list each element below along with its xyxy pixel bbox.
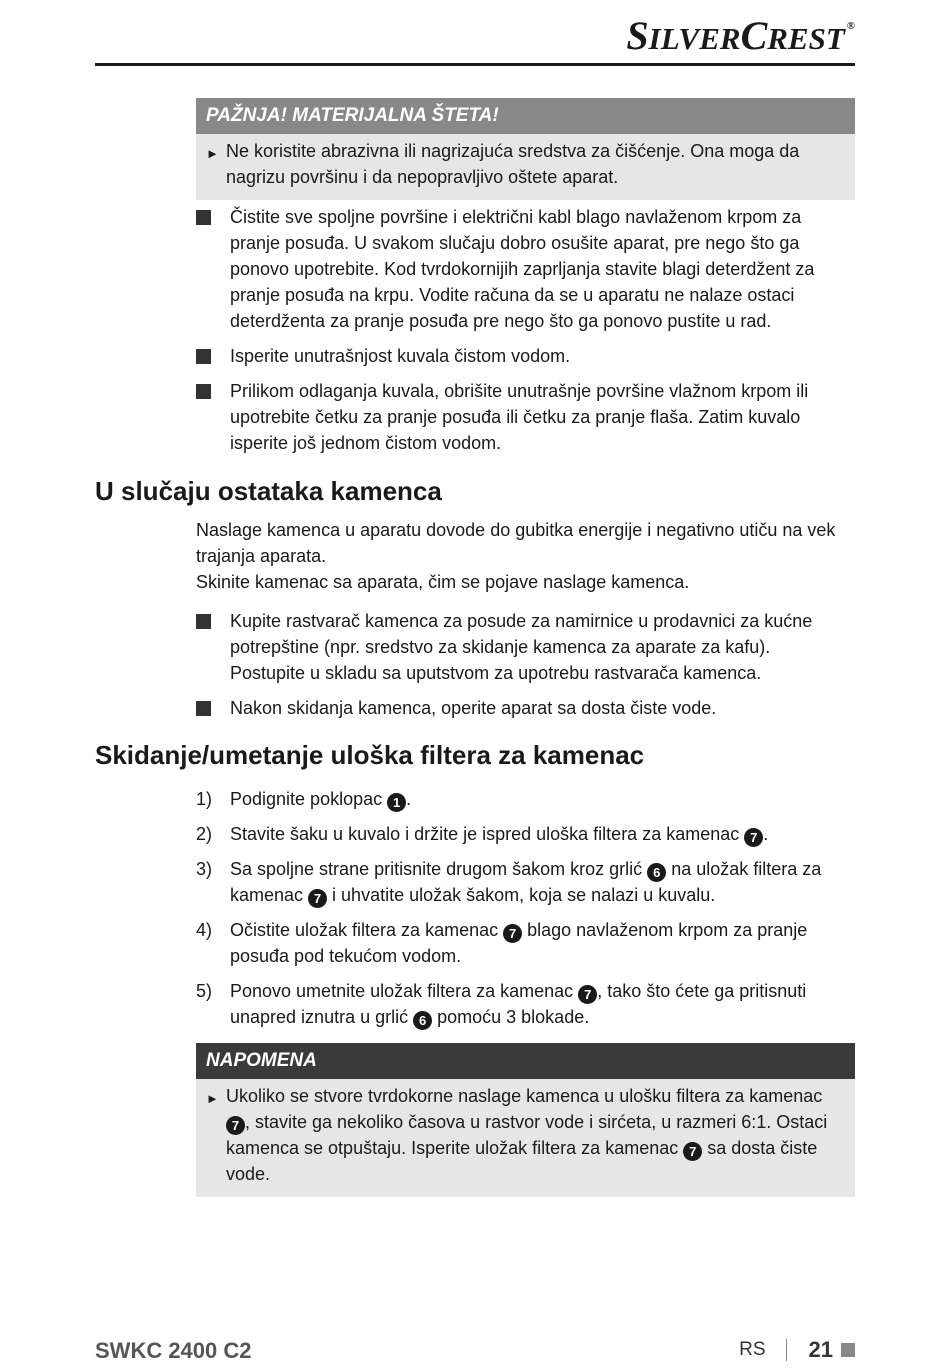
square-bullet-icon: [196, 614, 211, 629]
square-bullet-icon: [196, 701, 211, 716]
warning-box: [196, 98, 855, 200]
part-number-icon: 7: [683, 1142, 702, 1161]
warning-title: PAŽNJA! MATERIJALNA ŠTETA!: [196, 98, 855, 134]
list-item: Isperite unutrašnjost kuvala čistom vodom.: [196, 343, 846, 369]
silvercrest-logo: SILVERCREST ®: [626, 13, 855, 58]
warning-text: Ne koristite abrazivna ili nagrizajuća sredstva za čišćenje. Ona moga da nagrizu površinu i da nepopravljivo oštete aparat.: [226, 141, 800, 187]
arrow-right-icon: ►: [206, 146, 219, 161]
note-box: [196, 1043, 855, 1197]
part-number-icon: 7: [308, 889, 327, 908]
footer-divider: [786, 1339, 787, 1361]
page-number: 21: [808, 1337, 833, 1362]
square-bullet-icon: [196, 384, 211, 399]
square-marker-icon: [841, 1343, 855, 1357]
cleaning-list: [196, 204, 846, 465]
part-number-icon: 7: [744, 828, 763, 847]
section-heading-filter: Skidanje/umetanje uloška filtera za kamenac: [95, 740, 645, 770]
footer-language: RS: [739, 1339, 766, 1360]
part-number-icon: 7: [578, 985, 597, 1004]
step-item: 1) Podignite poklopac 1 .: [196, 789, 412, 810]
descaling-intro: Naslage kamenca u aparatu dovode do gubitka energije i negativno utiču na vek trajanja aparata. Skinite kamenac sa aparata, čim se pojave naslage kamenca.: [196, 520, 836, 592]
square-bullet-icon: [196, 349, 211, 364]
step-item: 4) Očistite uložak filtera za kamenac 7 blago navlaženom krpom za pranje posuđa pod tekućom vodom.: [196, 920, 808, 966]
part-number-icon: 7: [503, 924, 522, 943]
list-item: Prilikom odlaganja kuvala, obrišite unutrašnje površine vlažnom krpom ili upotrebite četku za pranje posuđa ili četku za pranje flaša. Zatim kuvalo isperite još jednom čistom vodom.: [196, 378, 846, 456]
list-item: Čistite sve spoljne površine i električni kabl blago navlaženom krpom za pranje posuđa. U svakom slučaju dobro osušite aparat, pre nego što ga ponovo upotrebite. Kod tvrdokornijih zaprljanja stavite blagi deterdžent za pranje posuđa na krpu. Vodite računa da se u aparatu ne nalaze ostaci deterdženta za pranje posuđa pre nego što ga ponovo pustite u rad.: [196, 204, 846, 334]
part-number-icon: 6: [413, 1011, 432, 1030]
step-item: 2) Stavite šaku u kuvalo i držite je ispred uloška filtera za kamenac 7 .: [196, 824, 769, 845]
footer-model: SWKC 2400 C2: [95, 1338, 252, 1363]
part-number-icon: 7: [226, 1116, 245, 1135]
descaling-list: [196, 608, 846, 730]
list-item: Kupite rastvarač kamenca za posude za namirnice u prodavnici za kućne potrepštine (npr. sredstvo za skidanje kamenca za aparate za kafu). Postupite u skladu sa uputstvom za upotrebu rastvarača kamenca.: [196, 608, 846, 686]
step-item: 3) Sa spoljne strane pritisnite drugom šakom kroz grlić 6 na uložak filtera za kamenac 7 i uhvatite uložak šakom, koja se nalazi u kuvalu.: [196, 859, 822, 906]
header-rule: [95, 63, 855, 66]
list-item: Nakon skidanja kamenca, operite aparat sa dosta čiste vode.: [196, 695, 846, 721]
filter-steps: [196, 786, 846, 1039]
part-number-icon: 6: [647, 863, 666, 882]
note-text: Ukoliko se stvore tvrdokorne naslage kamenca u ulošku filtera za kamenac 7 , stavite ga nekoliko časova u rastvor vode i sirćeta, u razmeri 6:1. Ostaci kamenca se otpuštaju. Isperite uložak filtera za kamenac 7 sa dosta čiste vode.: [226, 1086, 828, 1184]
square-bullet-icon: [196, 210, 211, 225]
section-heading-descaling: U slučaju ostataka kamenca: [95, 476, 442, 506]
note-title: NAPOMENA: [196, 1043, 855, 1079]
arrow-right-icon: ►: [206, 1091, 219, 1106]
step-item: 5) Ponovo umetnite uložak filtera za kamenac 7 , tako što ćete ga pritisnuti unapred iznutra u grlić 6 pomoću 3 blokade.: [196, 981, 807, 1028]
footer-page-info: [739, 1337, 855, 1363]
part-number-icon: 1: [387, 793, 406, 812]
